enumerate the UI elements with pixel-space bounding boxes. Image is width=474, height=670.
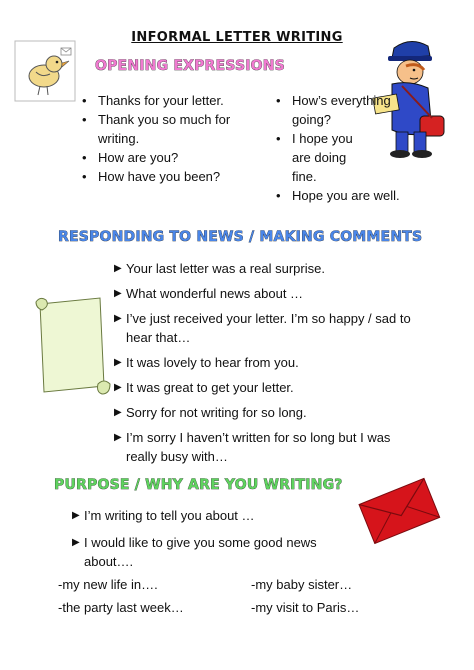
example-item: -my baby sister… (251, 577, 353, 592)
list-item (72, 506, 332, 525)
opening-right-list (292, 91, 406, 205)
arrow-icon: ▶ (114, 263, 122, 274)
example-item: -my new life in…. (58, 577, 158, 592)
arrow-icon: ▶ (72, 510, 80, 521)
responding-item: Sorry for not writing for so long. (126, 405, 307, 420)
envelope-picture (356, 474, 442, 546)
page-title: INFORMAL LETTER WRITING (131, 30, 343, 45)
opening-item: • Thank you so much for writing. (98, 110, 248, 148)
scroll-picture (30, 294, 112, 398)
opening-heading: OPENING EXPRESSIONS (95, 58, 285, 74)
example-item: -my visit to Paris… (251, 600, 360, 615)
list-item (114, 353, 424, 372)
responding-item: Your last letter was a real surprise. (126, 261, 325, 276)
purpose-item: I would like to give you some good news about…. (84, 535, 317, 569)
responding-item: What wonderful news about … (126, 286, 304, 301)
list-item (114, 309, 424, 347)
opening-item: • I hope you are doing fine. (292, 129, 362, 186)
opening-item: • Hope you are well. (292, 186, 406, 205)
responding-item: I’m sorry I haven’t written for so long but I was really busy with… (126, 430, 391, 464)
opening-item: • How are you? (98, 148, 248, 167)
purpose-item: I’m writing to tell you about … (84, 508, 255, 523)
arrow-icon: ▶ (114, 313, 122, 324)
arrow-icon: ▶ (72, 537, 80, 548)
purpose-heading: PURPOSE / WHY ARE YOU WRITING? (54, 477, 343, 493)
bird-picture (14, 40, 76, 102)
arrow-icon: ▶ (114, 357, 122, 368)
list-item (114, 428, 424, 466)
list-item (114, 284, 424, 303)
opening-item: • Thanks for your letter. (98, 91, 248, 110)
responding-item: It was lovely to hear from you. (126, 355, 299, 370)
opening-item: • How have you been? (98, 167, 248, 186)
responding-item: It was great to get your letter. (126, 380, 294, 395)
envelope-icon (356, 474, 442, 546)
bird-icon (14, 40, 76, 102)
arrow-icon: ▶ (114, 382, 122, 393)
scroll-icon (30, 294, 112, 398)
arrow-icon: ▶ (114, 432, 122, 443)
list-item (114, 259, 424, 278)
opening-left-list (98, 91, 248, 186)
opening-item: • How’s everything going? (292, 91, 406, 129)
purpose-list (72, 506, 332, 571)
arrow-icon: ▶ (114, 407, 122, 418)
list-item (72, 533, 332, 571)
list-item (114, 378, 424, 397)
example-item: -the party last week… (58, 600, 184, 615)
arrow-icon: ▶ (114, 288, 122, 299)
responding-item: I’ve just received your letter. I’m so happy / sad to hear that… (126, 311, 411, 345)
list-item (114, 403, 424, 422)
responding-list (114, 259, 424, 466)
responding-heading: RESPONDING TO NEWS / MAKING COMMENTS (58, 229, 423, 245)
